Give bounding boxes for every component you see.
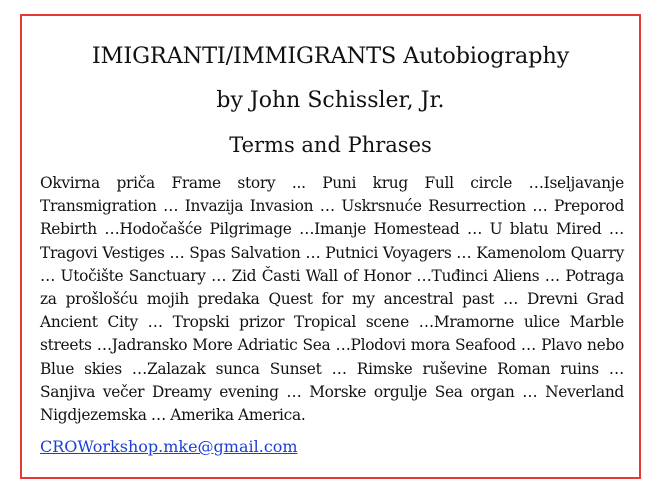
document-author: by John Schissler, Jr. [216,88,445,113]
document-title: IMIGRANTI/IMMIGRANTS Autobiography [91,43,570,69]
terms-paragraph: Okvirna priča Frame story ... Puni krug Full circle …Iseljavanje Transmigration … Invazija Invasion … Uskrsnuće Resurrection … Preporod Rebirth …Hodočašće Pilgrimage …Imanje Homestead … U blatu Mired … Tragovi Vestiges … Spas Salvation … Putnici Voyagers … Kamenolom Quarry … Utočište Sanctuary … Zid Časti Wall of Honor …Tuđinci Aliens … Potraga za prošlošću mojih predaka Quest for my ancestral past … Drevni Grad Ancient City … Tropski prizor Tropical scene …Mramorne ulice Marble streets …Jadransko More Adriatic Sea …Plodovi mora Seafood … Plavo nebo Blue skies …Zalazak sunca Sunset … Rimske ruševine Roman ruins … Sanjiva večer Dreamy evening … Morske orgulje Sea organ … Neverland Nigdjezemska … Amerika America. [40,174,624,425]
email-link[interactable]: CROWorkshop.mke@gmail.com [40,437,298,456]
document-frame [20,14,641,479]
document-subtitle: Terms and Phrases [229,133,432,157]
